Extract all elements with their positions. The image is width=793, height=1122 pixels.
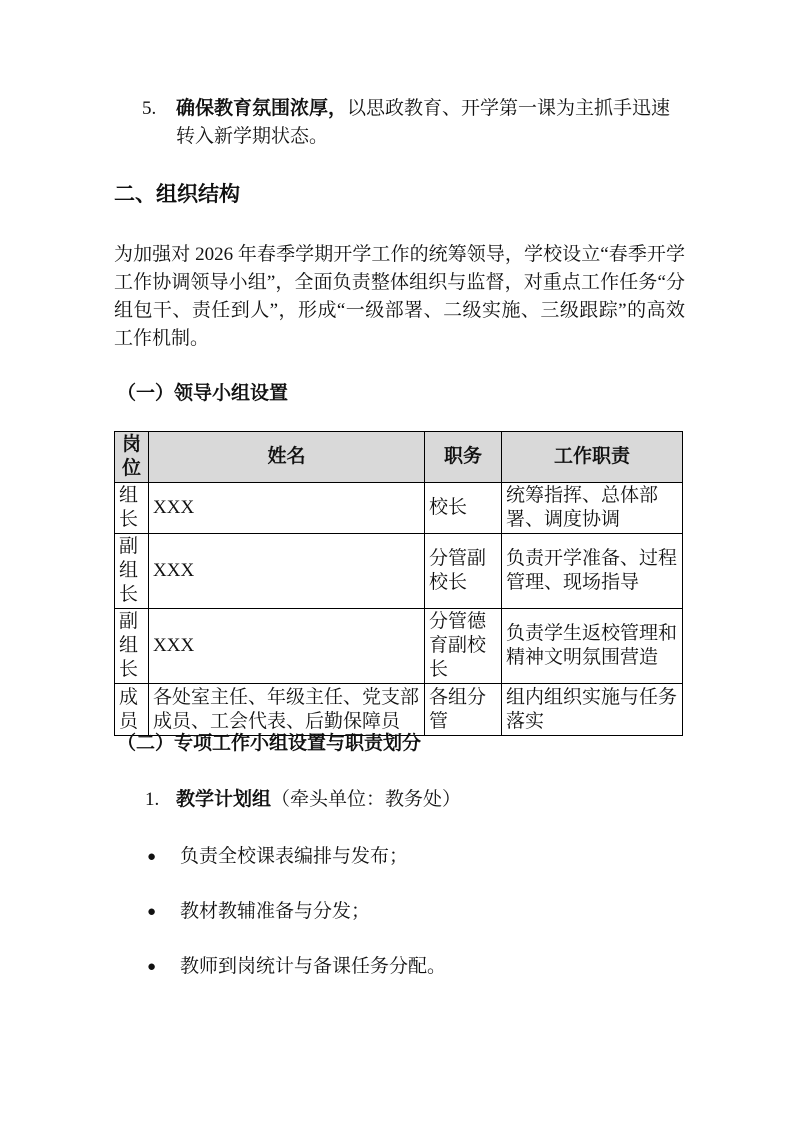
cell-duty: 负责开学准备、过程管理、现场指导	[502, 534, 683, 609]
col-header-name: 姓名	[149, 432, 425, 483]
group-item-1	[145, 786, 461, 814]
cell-title: 各组分管	[425, 684, 502, 736]
cell-name: XXX	[149, 609, 425, 684]
list-item-5-number: 5.	[142, 98, 157, 119]
list-item-5-bold: 确保教育氛围浓厚，	[176, 98, 348, 119]
list-item	[147, 898, 446, 926]
col-header-duty: 工作职责	[502, 432, 683, 483]
bullet-text: 负责全校课表编排与发布；	[180, 846, 409, 867]
sub-heading-leadership-group: （一）领导小组设置	[117, 383, 289, 404]
bullet-text: 教材教辅准备与分发；	[180, 901, 371, 922]
leadership-table	[114, 431, 683, 736]
group-item-1-text	[176, 786, 461, 814]
cell-name: XXX	[149, 483, 425, 534]
intro-paragraph: 为加强对 2026 年春季学期开学工作的统筹领导，学校设立“春季开学工作协调领导小组”，全面负责整体组织与监督，对重点工作任务“分组包干、责任到人”，形成“一级部署、二级实施、三级跟踪”的高效工作机制。	[114, 244, 685, 349]
cell-duty: 统筹指挥、总体部署、调度协调	[502, 483, 683, 534]
table-row	[115, 534, 683, 609]
cell-name: XXX	[149, 534, 425, 609]
list-item-5-rest: 以思政教育、开学第一课为主抓手迅速转入新学期状态。	[176, 98, 671, 147]
table-row	[115, 684, 683, 736]
list-item-5-text	[176, 95, 688, 151]
cell-position: 成员	[115, 684, 149, 736]
sub-heading-special-groups: （二）专项工作小组设置与职责划分	[117, 733, 422, 754]
group-item-1-bold: 教学计划组	[176, 789, 272, 810]
cell-name: 各处室主任、年级主任、党支部成员、工会代表、后勤保障员	[149, 684, 425, 736]
table-row	[115, 483, 683, 534]
table-header-row	[115, 432, 683, 483]
bullet-icon: ●	[147, 904, 157, 920]
bullet-icon: ●	[147, 849, 157, 865]
bullet-list	[147, 843, 446, 1008]
cell-position: 副组长	[115, 534, 149, 609]
group-item-1-number: 1.	[145, 789, 160, 810]
table-row	[115, 609, 683, 684]
section-heading-organization: 二、组织结构	[114, 183, 240, 206]
list-item	[147, 843, 446, 871]
list-item-5	[142, 95, 688, 151]
list-item	[147, 953, 446, 981]
cell-title: 分管副校长	[425, 534, 502, 609]
cell-duty: 负责学生返校管理和精神文明氛围营造	[502, 609, 683, 684]
cell-position: 副组长	[115, 609, 149, 684]
bullet-text: 教师到岗统计与备课任务分配。	[180, 956, 447, 977]
cell-position: 组长	[115, 483, 149, 534]
group-item-1-rest: （牵头单位：教务处）	[271, 789, 462, 810]
cell-duty: 组内组织实施与任务落实	[502, 684, 683, 736]
cell-title: 分管德育副校长	[425, 609, 502, 684]
cell-title: 校长	[425, 483, 502, 534]
bullet-icon: ●	[147, 959, 157, 975]
col-header-position: 岗位	[115, 432, 149, 483]
col-header-title: 职务	[425, 432, 502, 483]
